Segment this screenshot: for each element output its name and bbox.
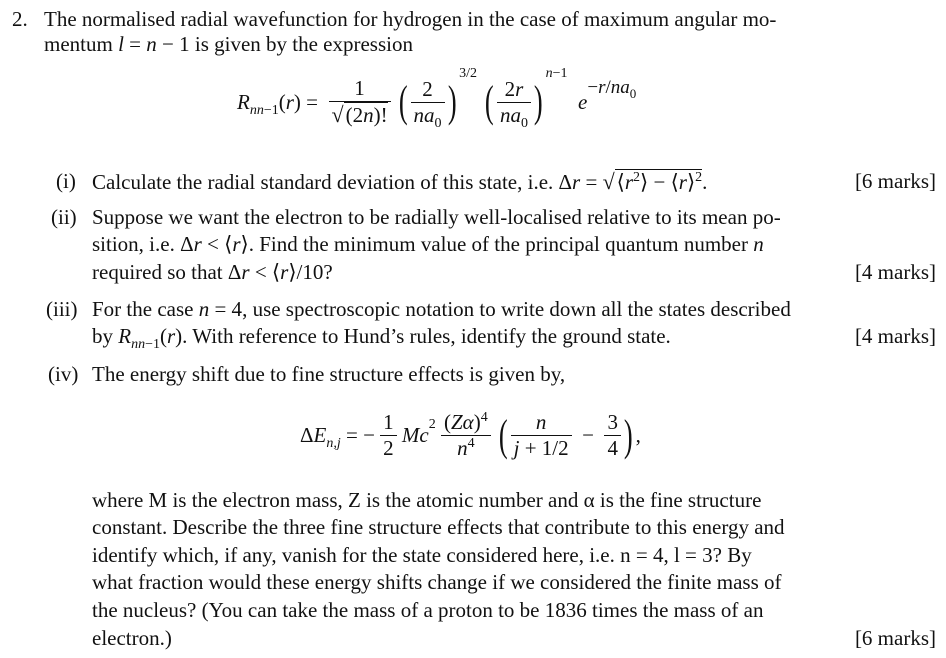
part-iv-line-1: The energy shift due to fine structure effects is given by, xyxy=(92,362,566,386)
intro-line-2: mentum l = n − 1 is given by the expression xyxy=(44,32,413,56)
part-iv-para-line-1: where M is the electron mass, Z is the atomic number and α is the fine structure xyxy=(92,488,762,512)
wavefunction-equation: $R_{nn-1}(r)$ = $\frac{1}{√(2n)!}$ ( $\frac{2}{na_0}$ )$^{3/2}$ ( $\frac{2r}{na_0}$ )$^{n-1}$ $e^{-r/na_0}$ xyxy=(237,65,637,131)
part-iv-para-line-2: constant. Describe the three fine structure effects that contribute to this energy and xyxy=(92,515,785,539)
part-i-text: Calculate the radial standard deviation of this state, i.e. $\Delta r = √⟨r^2⟩$ − ⟨r⟩$^2$. xyxy=(92,169,708,194)
part-iv-para-line-5: the nucleus? (You can take the mass of a proton to be 1836 times the mass of an xyxy=(92,598,764,622)
question-number: 2. xyxy=(12,7,28,31)
part-ii-label: (ii) xyxy=(51,205,77,229)
part-iv-para-line-4: what fraction would these energy shifts change if we considered the finite mass of xyxy=(92,570,782,594)
part-ii-marks: [4 marks] xyxy=(854,260,936,284)
part-i-label: (i) xyxy=(56,169,76,193)
part-iv-para-line-6: electron.) xyxy=(92,626,172,650)
part-iii-marks: [4 marks] xyxy=(854,324,936,348)
part-iv-label: (iv) xyxy=(48,362,79,386)
part-iv-marks: [6 marks] xyxy=(854,626,936,650)
part-iii-line-2: by $R_{nn-1}(r)$. With reference to Hund’s rules, identify the ground state. xyxy=(92,324,671,353)
intro-line-1: The normalised radial wavefunction for hydrogen in the case of maximum angular mo- xyxy=(44,7,777,31)
part-ii-line-1: Suppose we want the electron to be radially well-localised relative to its mean po- xyxy=(92,205,781,229)
part-ii-line-2: sition, i.e. Δr < ⟨r⟩. Find the minimum value of the principal quantum number n xyxy=(92,232,764,256)
part-iv-para-line-3: identify which, if any, vanish for the state considered here, i.e. n = 4, l = 3? By xyxy=(92,543,752,567)
part-iii-line-1: For the case n = 4, use spectroscopic notation to write down all the states described xyxy=(92,297,791,321)
part-ii-line-3: required so that Δr < ⟨r⟩/10? xyxy=(92,260,333,284)
part-iii-label: (iii) xyxy=(46,297,78,321)
fine-structure-equation: $\Delta E_{n,j}$ = − $\frac{1}{2}$ Mc$^2$ $\frac{(Z\alpha)^4}{n^4}$ ( $\frac{n}{j + 1/2}$ − $\frac{3}{4}$ ) , xyxy=(300,410,641,460)
part-i-marks: [6 marks] xyxy=(854,169,936,193)
